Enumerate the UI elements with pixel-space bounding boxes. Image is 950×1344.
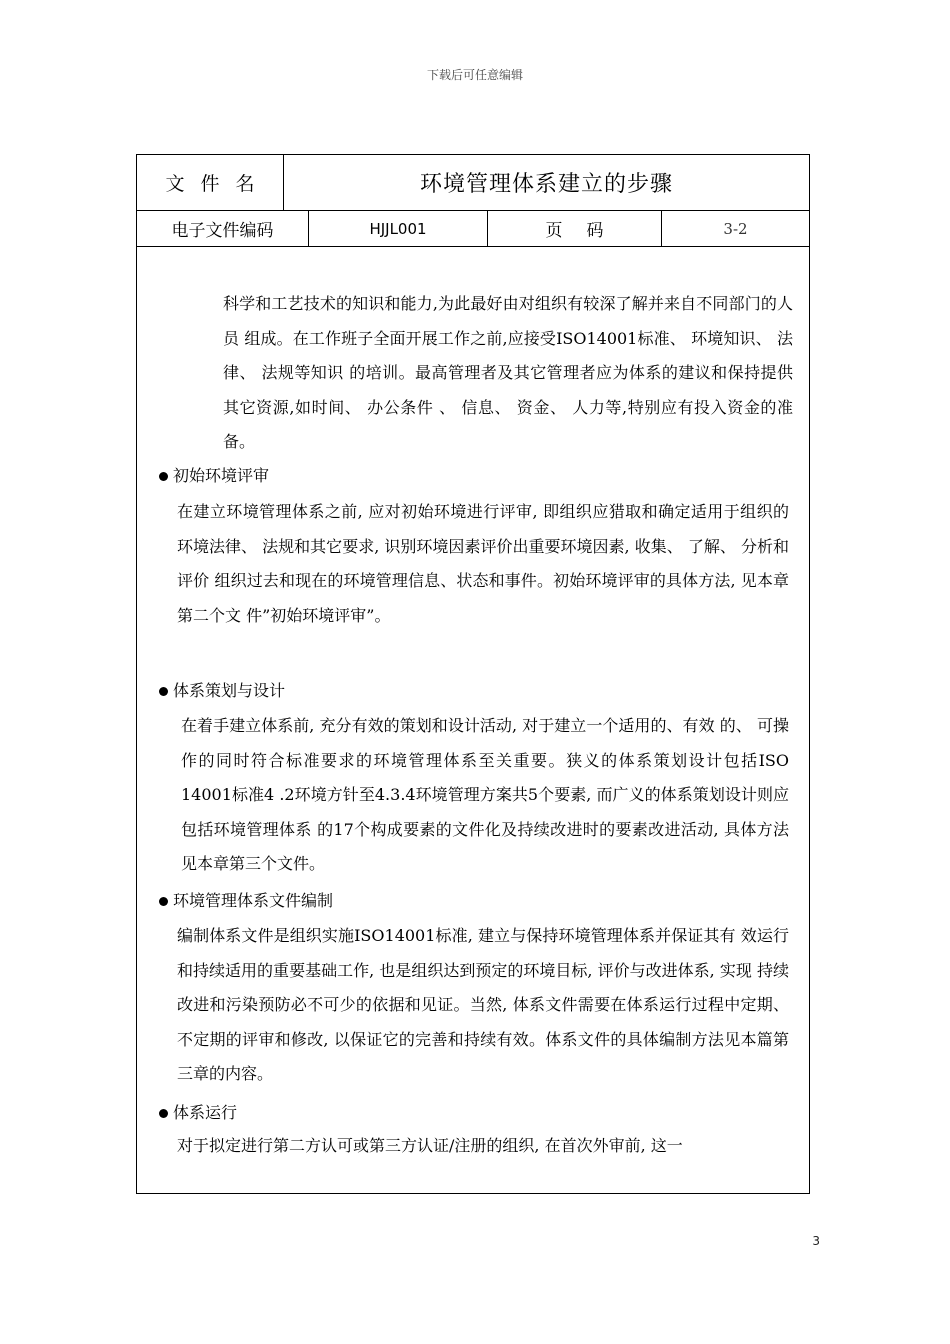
page-label: 页码 <box>545 221 628 241</box>
electronic-code-label-cell <box>137 211 309 246</box>
page-number: 3 <box>812 1234 820 1248</box>
electronic-code-cell <box>309 211 488 246</box>
section-heading-documentation <box>159 889 333 913</box>
file-name-label-cell <box>137 155 284 210</box>
file-name-label: 文件名 <box>165 173 271 195</box>
section-heading-initial-review <box>159 464 269 488</box>
content-body <box>137 247 809 1193</box>
section-paragraph-documentation: 编制体系文件是组织实施ISO14001标准, 建立与保持环境管理体系并保证其有 效运行和持续适用的重要基础工作, 也是组织达到预定的环境目标, 评价与改进体系, 实现 持续改进和污染预防必不可少的依据和见证。当然, 体系文件需要在体系运行过程中定期、 不定期的评审和修改, 以保证它的完善和持续有效。体系文件的具体编制方法见本篇第三章的内容。 <box>177 926 789 1083</box>
section-heading-text: 环境管理体系文件编制 <box>173 891 334 910</box>
section-heading-operation <box>159 1101 237 1125</box>
section-heading-text: 体系策划与设计 <box>173 681 286 700</box>
page-label-cell <box>488 211 662 246</box>
title-row <box>137 155 809 211</box>
meta-row <box>137 211 809 247</box>
electronic-code: HJJL001 <box>369 219 427 238</box>
bullet-icon <box>159 897 168 906</box>
document-title: 环境管理体系建立的步骤 <box>419 172 673 197</box>
bullet-icon <box>159 687 168 696</box>
section-paragraph-planning-design: 在着手建立体系前, 充分有效的策划和设计活动, 对于建立一个适用的、有效 的、 可操 作的同时符合标准要求的环境管理体系至关重要。狭义的体系策划设计包括ISO 14001标准4 .2环境方针至4.3.4环境管理方案共5个要素, 而广义的体系策划设计则应包括环境管理体系 的17个构成要素的文件化及持续改进时的要素改进活动, 具体方法见本章第三个文件。 <box>181 716 789 873</box>
section-heading-text: 体系运行 <box>173 1103 238 1122</box>
bullet-icon <box>159 1109 168 1118</box>
document-title-cell <box>284 155 809 210</box>
section-heading-text: 初始环境评审 <box>173 466 270 485</box>
document-table <box>136 154 810 1194</box>
header-note: 下载后可任意编辑 <box>426 68 523 82</box>
electronic-code-label: 电子文件编码 <box>171 221 274 241</box>
section-heading-planning-design <box>159 679 285 703</box>
section-paragraph-initial-review: 在建立环境管理体系之前, 应对初始环境进行评审, 即组织应猎取和确定适用于组织的 环境法律、 法规和其它要求, 识别环境因素评价出重要环境因素, 收集、 了解、 分析和评价 组织过去和现在的环境管理信息、状态和事件。初始环境评审的具体方法, 见本章第二个文 件”初始环境评审”。 <box>177 502 789 625</box>
section-paragraph-operation: 对于拟定进行第二方认可或第三方认证/注册的组织, 在首次外审前, 这一 <box>177 1136 683 1155</box>
page-value-cell <box>662 211 809 246</box>
page-value: 3-2 <box>723 219 748 238</box>
bullet-icon <box>159 472 168 481</box>
intro-paragraph: 科学和工艺技术的知识和能力,为此最好由对组织有较深了解并来自不同部门的人员 组成。在工作班子全面开展工作之前,应接受ISO14001标准、 环境知识、 法律、 法规等知识 的培训。最高管理者及其它管理者应为体系的建议和保持提供其它资源,如时间、 办公条件 、 信息、 资金、 人力等,特别应有投入资金的准备。 <box>223 294 793 451</box>
